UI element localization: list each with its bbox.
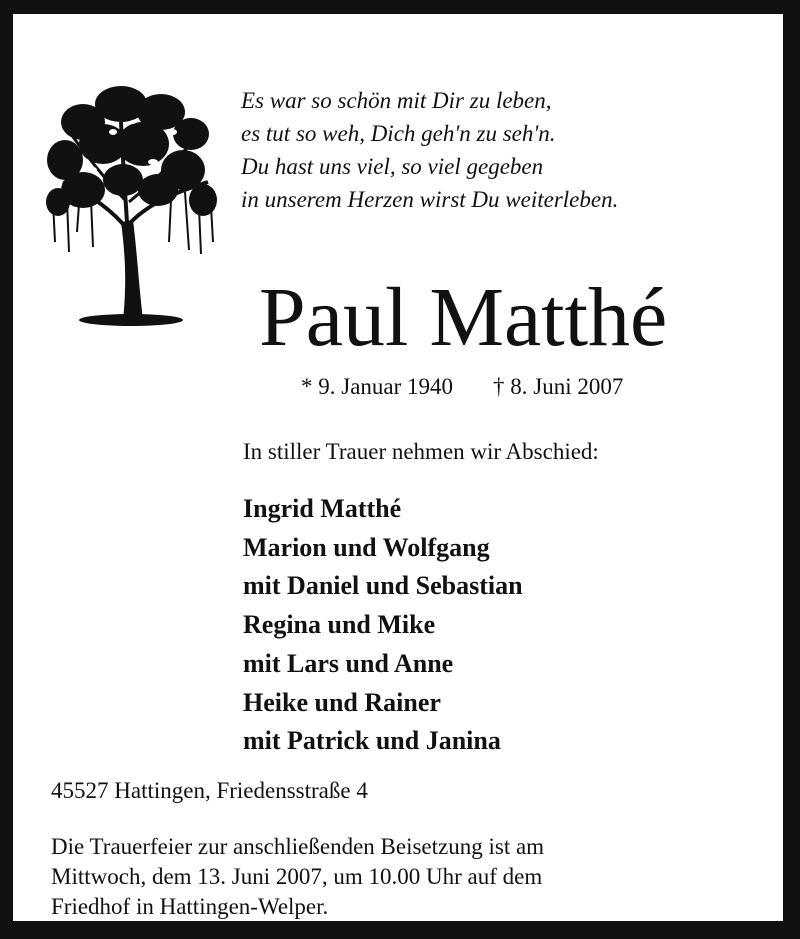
funeral-notice-line: Die Trauerfeier zur anschließenden Beisetzung ist am (51, 834, 545, 859)
poem (241, 84, 618, 216)
family-list (243, 490, 523, 761)
poem-line: in unserem Herzen wirst Du weiterleben. (241, 187, 619, 212)
deceased-name: Paul Matthé (259, 271, 668, 364)
family-member: mit Daniel und Sebastian (243, 571, 523, 601)
life-dates (301, 372, 623, 402)
funeral-notice (51, 832, 544, 922)
funeral-notice-line: Friedhof in Hattingen-Welper. (51, 894, 329, 919)
family-member: Regina und Mike (243, 610, 436, 640)
family-member: mit Lars und Anne (243, 648, 454, 678)
death-date: † 8. Juni 2007 (493, 374, 624, 399)
mourning-intro: In stiller Trauer nehmen wir Abschied: (243, 439, 599, 464)
tree-icon (43, 82, 221, 330)
birth-date: * 9. Januar 1940 (301, 374, 454, 399)
poem-line: Du hast uns viel, so viel gegeben (241, 154, 544, 179)
address: 45527 Hattingen, Friedensstraße 4 (51, 778, 368, 803)
family-member: Ingrid Matthé (243, 494, 402, 523)
family-member: Marion und Wolfgang (243, 532, 490, 562)
family-member: mit Patrick und Janina (243, 726, 501, 756)
family-member: Heike und Rainer (243, 687, 441, 717)
funeral-notice-line: Mittwoch, dem 13. Juni 2007, um 10.00 Uhr auf dem (51, 864, 543, 889)
poem-line: Es war so schön mit Dir zu leben, (241, 88, 552, 113)
poem-line: es tut so weh, Dich geh'n zu seh'n. (241, 121, 556, 146)
